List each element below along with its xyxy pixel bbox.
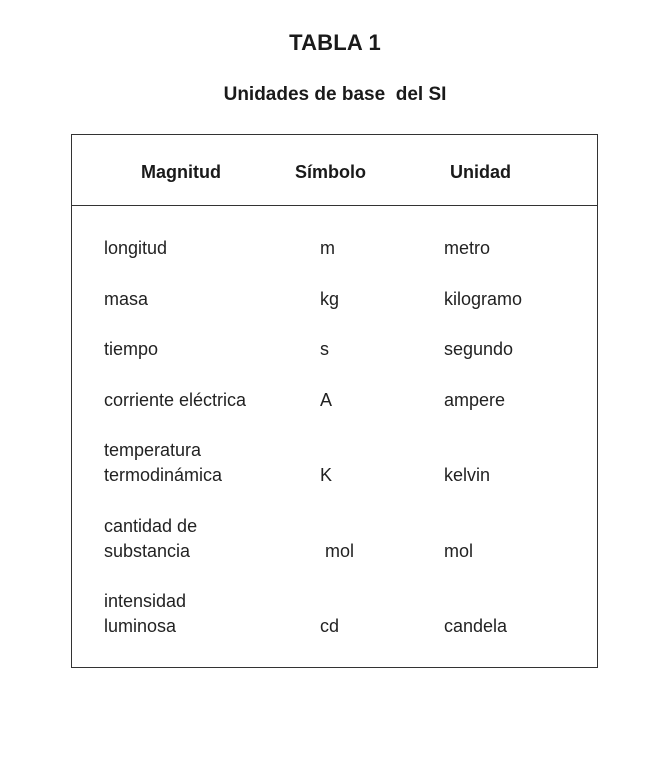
row-temperatura-magnitud-line2: termodinámica (104, 465, 223, 485)
row-masa-simbolo: kg (320, 289, 340, 309)
header-magnitud: Magnitud (141, 162, 221, 182)
row-longitud-unidad: metro (444, 238, 491, 258)
row-intensidad-magnitud-line1: intensidad (104, 591, 187, 611)
row-cantidad-magnitud-line2: substancia (104, 541, 191, 561)
row-tiempo-magnitud: tiempo (104, 339, 159, 359)
row-temperatura-magnitud-line1: temperatura (104, 440, 202, 460)
row-intensidad-magnitud-line2: luminosa (104, 616, 177, 636)
row-corriente-simbolo: A (320, 390, 333, 410)
row-tiempo-unidad: segundo (444, 339, 514, 359)
table-subtitle: Unidades de base del SI (223, 84, 447, 105)
row-tiempo-simbolo: s (320, 339, 329, 359)
header-unidad: Unidad (450, 162, 511, 182)
row-longitud-simbolo: m (320, 238, 335, 258)
si-units-table (71, 134, 598, 668)
row-longitud-magnitud: longitud (104, 238, 168, 258)
row-intensidad-simbolo: cd (320, 616, 340, 636)
row-intensidad-unidad: candela (444, 616, 508, 636)
row-cantidad-magnitud-line1: cantidad de (104, 516, 198, 536)
row-cantidad-simbolo: mol (325, 541, 355, 561)
table-header-row (72, 135, 597, 206)
row-corriente-unidad: ampere (444, 390, 506, 410)
header-simbolo: Símbolo (295, 162, 366, 182)
row-masa-unidad: kilogramo (444, 289, 523, 309)
row-masa-magnitud: masa (104, 289, 149, 309)
row-cantidad-unidad: mol (444, 541, 474, 561)
row-temperatura-unidad: kelvin (444, 465, 491, 485)
row-corriente-magnitud: corriente eléctrica (104, 390, 247, 410)
row-temperatura-simbolo: K (320, 465, 333, 485)
table-title: TABLA 1 (289, 30, 381, 55)
